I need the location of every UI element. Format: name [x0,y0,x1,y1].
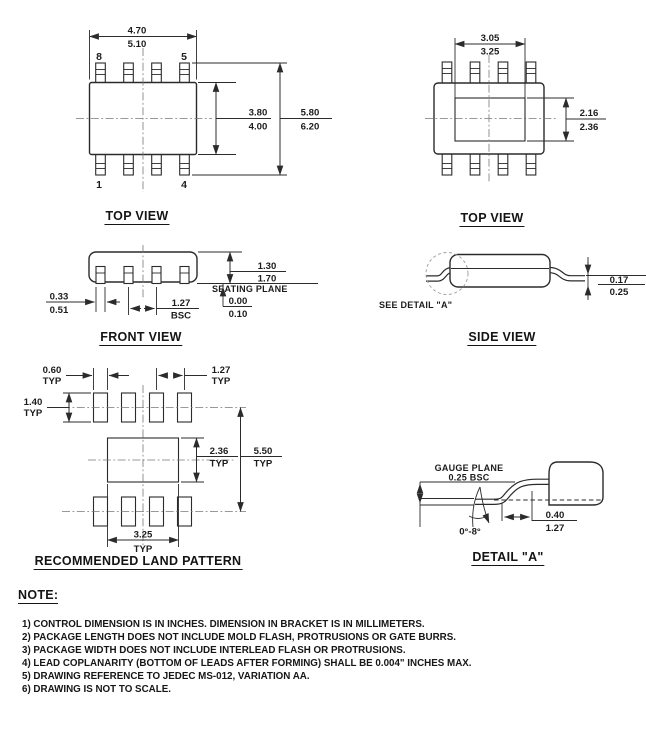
dim-unit: TYP [42,376,62,387]
top-view-left-drawing [76,26,332,193]
dim-value: 0.51 [49,305,69,316]
detail-a-title: DETAIL "A" [472,550,544,564]
package-body-section [549,462,603,505]
dim-value: 0.17 [609,275,629,286]
seating-plane-label: SEATING PLANE [212,284,288,294]
dim-value: 6.20 [300,121,320,133]
dim-body-depth [198,83,271,155]
dim-value: 2.36 [209,446,229,457]
dim-pitch [129,287,200,322]
see-detail-a-label: SEE DETAIL "A" [379,300,453,310]
dim-value: 0.00 [228,296,248,307]
lead-angle-indicator [459,487,489,538]
note-line-5: 5) DRAWING REFERENCE TO JEDEC MS-012, VARIATION AA. [22,671,310,683]
front-view-title: FRONT VIEW [100,330,182,344]
note-line-2: 2) PACKAGE LENGTH DOES NOT INCLUDE MOLD FLASH, PROTRUSIONS OR GATE BURRS. [22,632,456,644]
dim-row-span [241,408,283,512]
side-view-drawing [379,253,646,311]
pin-label-8: 8 [96,51,102,63]
detail-a-drawing [420,462,603,538]
dim-value: 5.10 [127,39,147,50]
pin-label-5: 5 [181,51,187,63]
land-pattern-drawing [24,365,282,555]
dim-value: 1.30 [257,261,277,272]
package-pins-bottom [96,154,190,175]
top-view-left-title: TOP VIEW [105,209,169,223]
dim-unit: TYP [253,458,273,470]
dim-value: 0.40 [545,510,565,521]
dim-value: 1.40 [23,397,43,408]
land-pattern-title: RECOMMENDED LAND PATTERN [34,554,242,568]
note-line-3: 3) PACKAGE WIDTH DOES NOT INCLUDE INTERLEAD FLASH OR PROTRUSIONS. [22,645,406,657]
dim-value: 3.80 [248,107,268,119]
dim-unit: TYP [133,544,153,555]
dim-lead-width [46,287,120,316]
dim-value: 1.27 [211,365,231,376]
dim-value: 0.10 [228,309,248,320]
dim-value: 1.27 [545,523,565,534]
dim-value: 4.00 [248,121,268,133]
lead-profile [475,482,553,502]
dim-lead-thickness [586,257,646,300]
side-view-title: SIDE VIEW [468,330,536,344]
dim-value: 0.33 [49,291,69,303]
note-line-6: 6) DRAWING IS NOT TO SCALE. [22,684,171,696]
top-view-right-title: TOP VIEW [460,211,524,225]
package-body [450,255,550,288]
dim-value: 4.70 [127,25,147,37]
dim-value: 2.36 [579,122,599,133]
dim-height [198,252,286,285]
dim-value: 3.25 [480,46,500,58]
pin-label-4: 4 [181,179,187,191]
pin-label-1: 1 [96,179,102,191]
dim-unit: TYP [211,376,231,387]
dim-center-pad-height [181,438,238,482]
top-view-right-drawing [425,33,606,183]
front-view-drawing [46,245,318,322]
angle-value: 0°-8° [459,526,481,538]
notes-heading: NOTE: [18,588,59,602]
exposed-pad [455,98,525,141]
dim-value: 0.25 [609,287,629,298]
dim-value: 5.50 [253,446,273,457]
dim-value: 0.60 [42,365,62,376]
dim-pad-width [43,365,129,390]
gauge-plane-offset: 0.25 BSC [448,472,490,483]
dim-unit: TYP [209,458,229,470]
note-line-1: 1) CONTROL DIMENSION IS IN INCHES. DIMENSION IN BRACKET IS IN MILLIMETERS. [22,619,425,630]
dim-value: 1.70 [257,273,277,285]
dim-unit: TYP [23,408,43,419]
dim-value: 3.25 [133,529,153,541]
gauge-plane-label: GAUGE PLANE [434,463,504,473]
dim-value: 1.27 [171,298,191,309]
notes-list [22,618,632,697]
package-pins-top [96,63,190,84]
dim-value: 2.16 [579,108,599,119]
dim-value: 3.05 [480,33,500,44]
dim-unit: BSC [170,310,192,322]
dim-value: 5.80 [300,107,320,119]
dim-pad-pitch [157,365,231,390]
note-line-4: 4) LEAD COPLANARITY (BOTTOM OF LEADS AFTER FORMING) SHALL BE 0.004" INCHES MAX. [22,658,472,670]
